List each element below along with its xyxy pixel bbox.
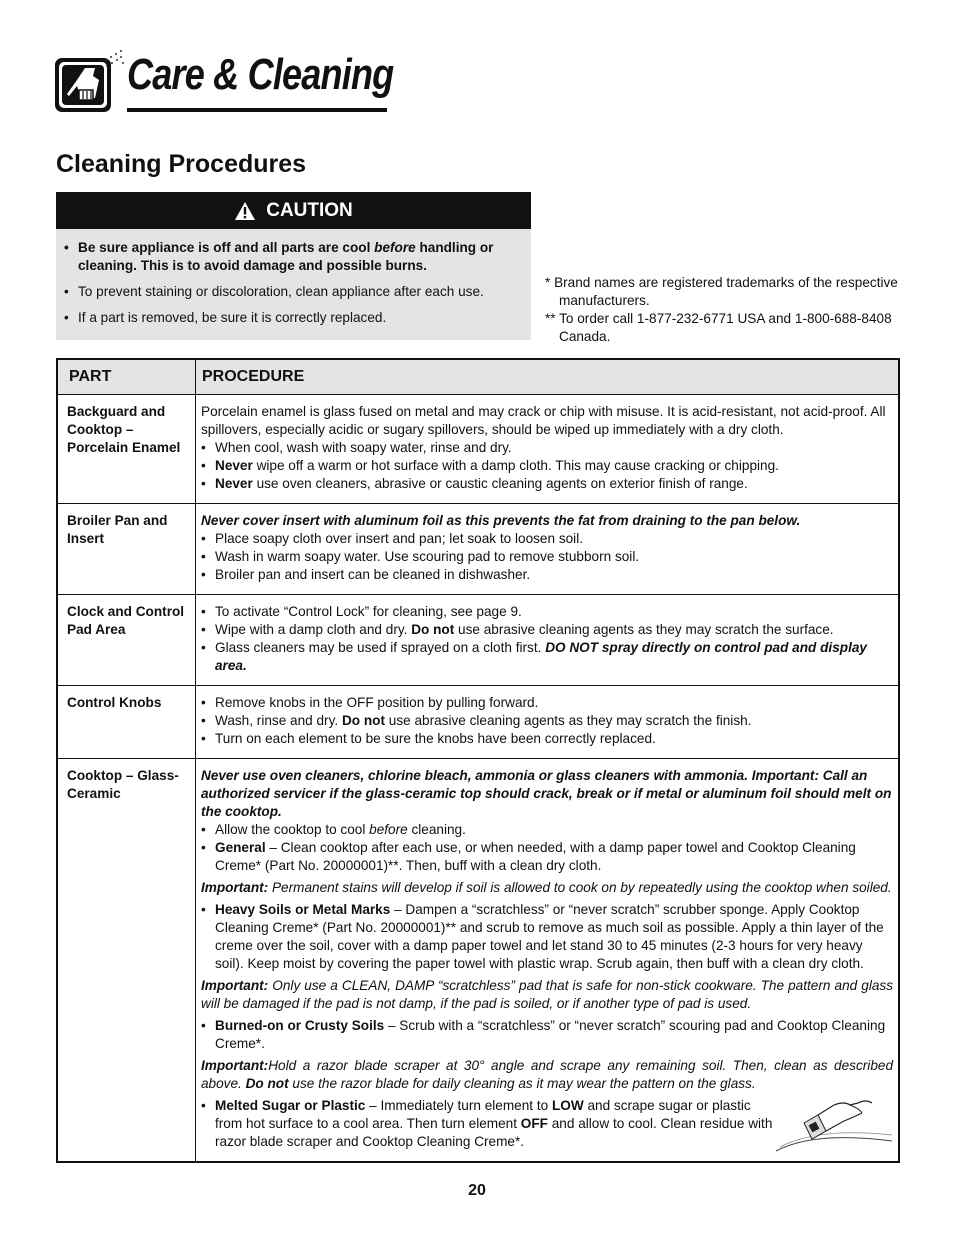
caution-item: • If a part is removed, be sure it is correctly replaced. <box>78 309 521 327</box>
procedure-bullet: • Never wipe off a warm or hot surface with a damp cloth. This may cause cracking or chipping. <box>201 457 893 475</box>
important-note: Important: Only use a CLEAN, DAMP “scratchless” pad that is safe for non-stick cookware. The pattern and glass will be damaged if the pad is not damp, if the pad is soiled, or if another type of pad is used. <box>201 978 893 1011</box>
razor-scraper-icon <box>774 1091 894 1157</box>
procedure-bullet: • Wash, rinse and dry. Do not use abrasive cleaning agents as they may scratch the finish. <box>201 712 893 730</box>
part-cell: Clock and Control Pad Area <box>57 595 196 686</box>
table-row <box>57 759 899 1163</box>
table-row <box>57 504 899 595</box>
procedure-bullet: • Wipe with a damp cloth and dry. Do not use abrasive cleaning agents as they may scratch the surface. <box>201 621 893 639</box>
table-row <box>57 395 899 504</box>
procedure-bullet: • Melted Sugar or Plastic – Immediately turn element to LOW and scrape sugar or plastic from hot surface to a cool area. Then turn element OFF and allow to cool. Clean residue with razor blade scraper and Cooktop Cleaning Creme*. <box>201 1097 775 1151</box>
table-header-row <box>57 359 899 395</box>
procedure-bullet: • Remove knobs in the OFF position by pulling forward. <box>201 694 893 712</box>
column-header-procedure: PROCEDURE <box>196 359 900 395</box>
page-header-title: Care & Cleaning <box>127 50 394 99</box>
caution-box <box>56 192 531 340</box>
header-underline <box>127 108 387 112</box>
part-cell: Cooktop – Glass-Ceramic <box>57 759 196 1163</box>
page-header <box>55 48 395 118</box>
procedure-cell <box>196 686 900 759</box>
procedure-bullet: • Glass cleaners may be used if sprayed on a cloth first. DO NOT spray directly on control pad and display area. <box>201 639 893 675</box>
procedure-cell <box>196 595 900 686</box>
procedure-bullet: • Turn on each element to be sure the knobs have been correctly replaced. <box>201 730 893 748</box>
procedure-cell <box>196 759 900 1163</box>
procedure-bullet: • Wash in warm soapy water. Use scouring pad to remove stubborn soil. <box>201 548 893 566</box>
part-cell: Broiler Pan and Insert <box>57 504 196 595</box>
cleaning-procedures-table <box>56 358 900 1163</box>
caution-item: • To prevent staining or discoloration, clean appliance after each use. <box>78 283 521 301</box>
procedure-warning: Never cover insert with aluminum foil as this prevents the fat from draining to the pan below. <box>201 513 801 528</box>
caution-bar <box>56 192 531 229</box>
procedure-bullet: • When cool, wash with soapy water, rinse and dry. <box>201 439 893 457</box>
procedure-bullet: • To activate “Control Lock” for cleaning, see page 9. <box>201 603 893 621</box>
procedure-cell <box>196 504 900 595</box>
brand-note: * Brand names are registered trademarks of the respective manufacturers. <box>545 275 898 308</box>
warning-triangle-icon <box>234 201 256 221</box>
procedure-bullet: • Burned-on or Crusty Soils – Scrub with a “scratchless” or “never scratch” scouring pad and Cooktop Cleaning Creme*. <box>201 1017 893 1053</box>
page-number: 20 <box>468 1182 486 1199</box>
caution-label: CAUTION <box>266 199 353 221</box>
order-note: ** To order call 1-877-232-6771 USA and 1-800-688-8408 Canada. <box>545 311 892 344</box>
procedure-bullet: • Heavy Soils or Metal Marks – Dampen a “scratchless” or “never scratch” scrubber sponge. Apply Cooktop Cleaning Creme* (Part No. 20000001)** and scrub to remove as much soil as possible. Apply a thin layer of the creme over the soil, cover with a damp paper towel and let stand 30 to 45 minutes (2-3 hours for very heavy soil). Keep moist by covering the paper towel with plastic wrap. Scrub again, then buff with a clean dry cloth. <box>201 901 893 973</box>
procedure-cell <box>196 395 900 504</box>
table-row <box>57 595 899 686</box>
column-header-part: PART <box>57 359 196 395</box>
footnotes <box>545 274 905 346</box>
procedure-bullet: • Place soapy cloth over insert and pan; let soak to loosen soil. <box>201 530 893 548</box>
caution-list <box>56 239 531 327</box>
important-note: Important:Hold a razor blade scraper at 30° angle and scrape any remaining soil. Then, clean as described above. Do not use the razor blade for daily cleaning as it may wear the pattern on the glass. <box>201 1058 893 1091</box>
procedure-bullet: • Never use oven cleaners, abrasive or caustic cleaning agents on exterior finish of range. <box>201 475 893 493</box>
procedure-bullet: • Allow the cooktop to cool before cleaning. <box>201 821 893 839</box>
part-cell: Backguard and Cooktop – Porcelain Enamel <box>57 395 196 504</box>
section-title: Cleaning Procedures <box>56 150 307 178</box>
part-cell: Control Knobs <box>57 686 196 759</box>
procedure-bullet: • General – Clean cooktop after each use, or when needed, with a damp paper towel and Cooktop Cleaning Creme* (Part No. 20000001)**. Then, buff with a clean dry cloth. <box>201 839 893 875</box>
procedure-warning: Never use oven cleaners, chlorine bleach, ammonia or glass cleaners with ammonia. Important: Call an authorized servicer if the glass-ceramic top should crack, break or if metal or aluminum foil should melt on the cooktop. <box>201 768 892 819</box>
procedure-text: Porcelain enamel is glass fused on metal and may crack or chip with misuse. It is acid-resistant, not acid-proof. All spillovers, especially acidic or sugary spillovers, should be wiped up immediately with a dry cloth. <box>201 404 886 437</box>
procedure-bullet: • Broiler pan and insert can be cleaned in dishwasher. <box>201 566 893 584</box>
spray-mist-icon <box>103 48 127 70</box>
important-note: Important: Permanent stains will develop if soil is allowed to cook on by repeatedly using the cooktop when soiled. <box>201 880 892 895</box>
table-row <box>57 686 899 759</box>
caution-item: • Be sure appliance is off and all parts are cool before handling or cleaning. This is to avoid damage and possible burns. <box>78 239 521 275</box>
